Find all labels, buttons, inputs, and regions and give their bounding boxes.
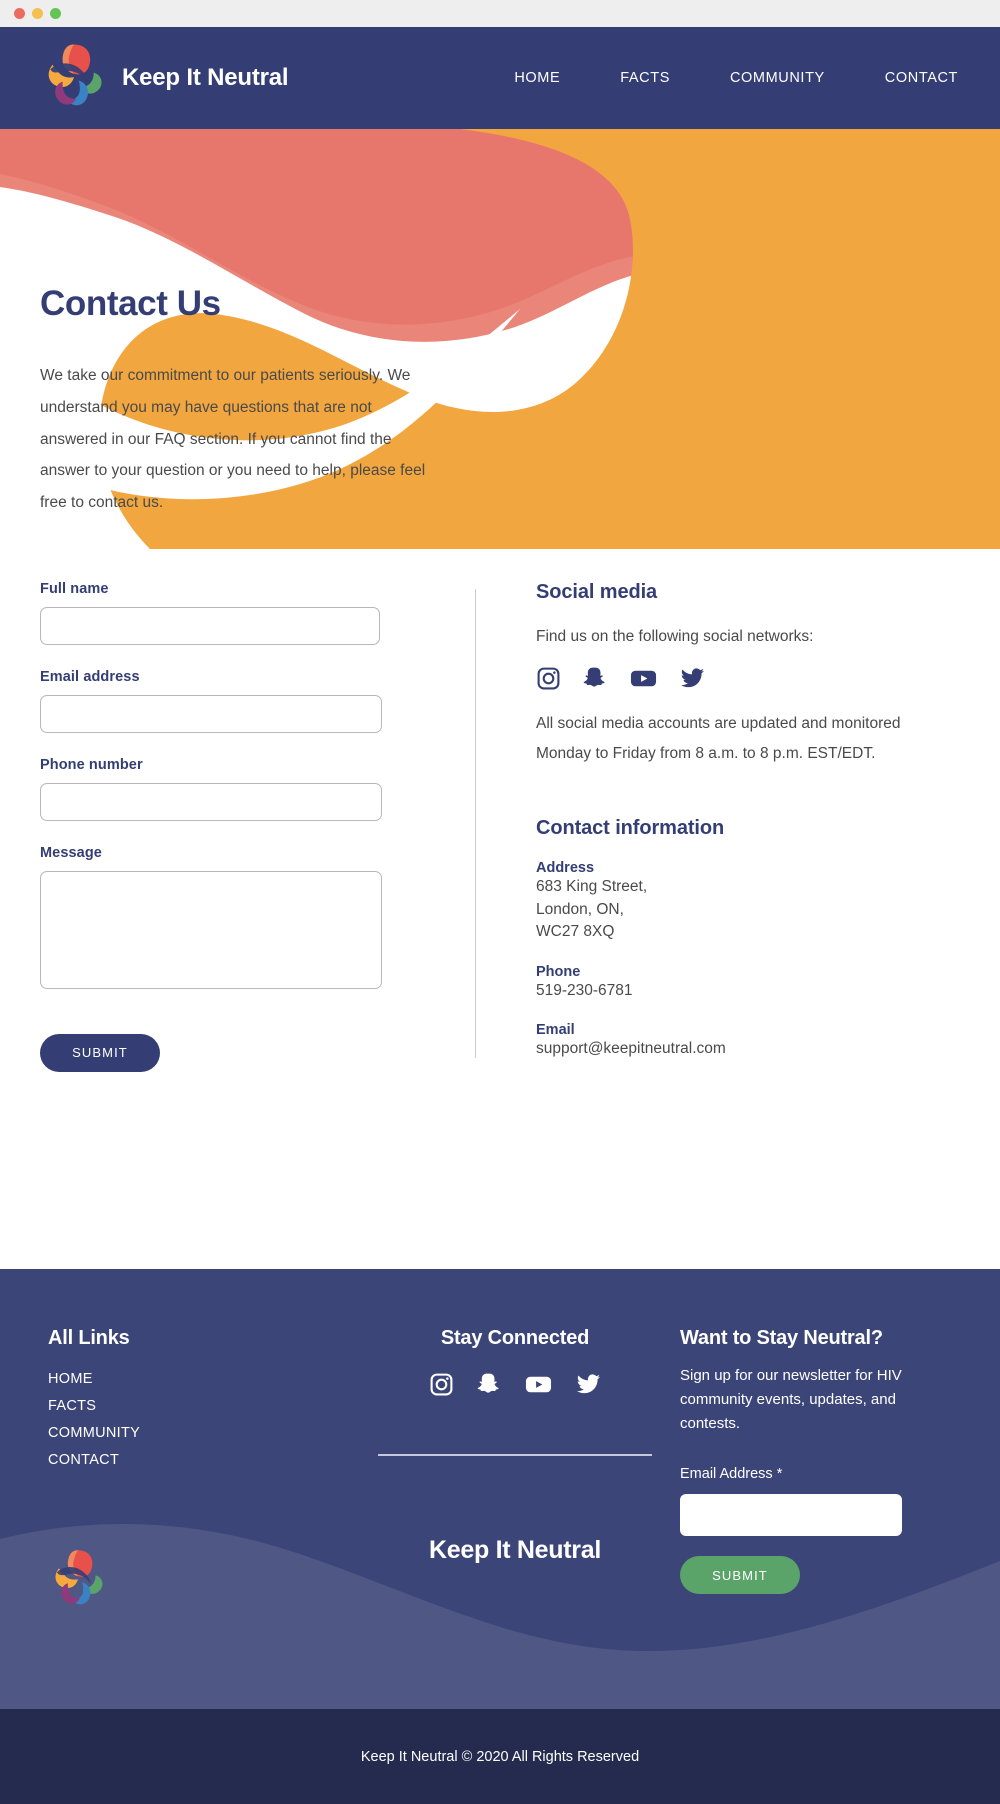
address-label: Address [536,860,595,877]
window-close-button[interactable] [14,8,25,19]
footer-twitter-link[interactable] [575,1372,602,1402]
message-textarea[interactable] [40,871,382,989]
email-label: Email [536,1022,575,1039]
twitter-link[interactable] [679,666,706,691]
footer-brand-name: Keep It Neutral [429,1536,601,1564]
address-line-1: 683 King Street, [536,878,648,896]
phone-number-label: Phone number [40,756,143,773]
field-phone-number [40,757,440,821]
newsletter-heading: Want to Stay Neutral? [680,1327,883,1349]
keep-it-neutral-logo-icon [40,40,108,116]
snapchat-icon [583,666,608,691]
youtube-icon [525,1384,552,1401]
window-minimize-button[interactable] [32,8,43,19]
list-item [48,1370,370,1388]
footer-links-list [48,1370,370,1469]
contact-submit-button[interactable]: SUBMIT [40,1034,160,1072]
social-icon-row [536,666,946,691]
footer-link-home[interactable]: HOME [48,1371,93,1387]
nav-item-facts[interactable]: FACTS [620,70,670,86]
footer-logo-icon [48,1546,108,1619]
social-media-heading: Social media [536,580,658,603]
phone-number-input[interactable] [40,783,382,821]
email-address-label: Email address [40,668,140,685]
footer-link-contact[interactable]: CONTACT [48,1452,120,1468]
twitter-icon [575,1384,602,1401]
instagram-icon [536,666,561,691]
primary-nav [484,70,1000,86]
newsletter-email-label: Email Address * [680,1466,783,1482]
field-message [40,845,440,994]
page-title: Contact Us [40,284,221,323]
footer-link-community[interactable]: COMMUNITY [48,1425,141,1441]
brand-name: Keep It Neutral [122,64,289,91]
brand-logo-link[interactable] [0,40,288,116]
footer-link-facts[interactable]: FACTS [48,1398,97,1414]
newsletter-submit-button[interactable]: SUBMIT [680,1556,800,1594]
phone-value: 519-230-6781 [536,981,633,999]
newsletter-text: Sign up for our newsletter for HIV community events, updates, and contests. [680,1367,902,1432]
address-line-2: London, ON, [536,900,624,918]
youtube-link[interactable] [630,666,657,691]
phone-label: Phone [536,963,581,980]
list-item [48,1424,370,1442]
footer-divider [378,1454,652,1456]
stay-connected-heading: Stay Connected [440,1327,590,1349]
address-line-3: WC27 8XQ [536,923,615,941]
full-name-label: Full name [40,580,109,597]
footer-links-heading: All Links [48,1327,130,1349]
list-item [48,1397,370,1415]
social-media-lead: Find us on the following social networks: [536,627,814,645]
field-full-name [40,581,440,645]
site-header [0,27,1000,129]
nav-item-contact[interactable]: CONTACT [884,70,958,86]
snapchat-icon [477,1384,502,1401]
footer-snapchat-link[interactable] [477,1372,502,1402]
instagram-link[interactable] [536,666,561,691]
intro-paragraph: We take our commitment to our patients seriously. We understand you may have questions that are not answered in our FAQ section. If you cannot find the answer to your question or you need to help, please feel free to contact us. [40,367,426,512]
email-address-input[interactable] [40,695,382,733]
instagram-icon [429,1384,454,1401]
footer-social-column [370,1327,660,1594]
window-maximize-button[interactable] [50,8,61,19]
contact-form [40,581,440,1072]
snapchat-link[interactable] [583,666,608,691]
contact-columns [40,581,960,1072]
contact-sidebar [476,581,946,1072]
footer-youtube-link[interactable] [525,1372,552,1402]
footer-instagram-link[interactable] [429,1372,454,1402]
twitter-icon [679,666,706,691]
youtube-icon [630,666,657,691]
field-email-address [40,669,440,733]
main-content [0,129,1000,1269]
list-item [48,1451,370,1469]
nav-item-home[interactable]: HOME [514,70,561,86]
hero-body [0,284,1000,1072]
site-footer [0,1269,1000,1709]
page-root [0,27,1000,1804]
footer-newsletter-column [660,1327,950,1594]
copyright-bar [0,1709,1000,1804]
newsletter-email-input[interactable] [680,1494,902,1536]
nav-item-community[interactable]: COMMUNITY [729,70,825,86]
social-media-note: All social media accounts are updated and monitored Monday to Friday from 8 a.m. to 8 p.m. EST/EDT. [536,715,901,763]
copyright-text: Keep It Neutral © 2020 All Rights Reserved [360,1748,640,1765]
footer-columns [0,1269,1000,1594]
contact-information-heading: Contact information [536,817,725,840]
email-value: support@keepitneutral.com [536,1040,726,1058]
full-name-input[interactable] [40,607,380,645]
browser-title-bar [0,0,1000,27]
message-label: Message [40,844,102,861]
footer-social-row [370,1372,660,1402]
